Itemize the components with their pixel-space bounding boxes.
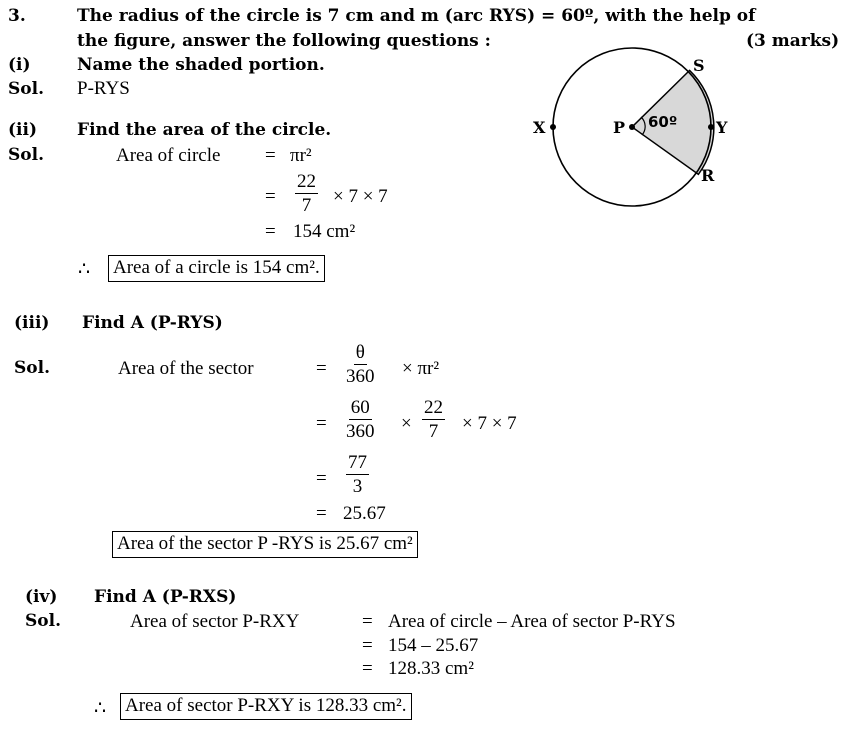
part-iii-eq-4: = — [316, 503, 327, 524]
sixty-numerator: 60 — [350, 397, 370, 418]
part-i-label: (i) — [8, 55, 31, 75]
twentytwo-numerator: 22 — [424, 397, 443, 418]
theta-fraction — [346, 343, 375, 386]
part-iv-boxed-answer: Area of sector P-RXY is 128.33 cm². — [120, 693, 412, 720]
label-x: X — [533, 118, 546, 137]
part-iii-sol-label: Sol. — [14, 358, 50, 378]
part-iv-sol-label: Sol. — [25, 611, 61, 631]
part-ii-fraction — [295, 172, 318, 215]
theta-denominator: 360 — [346, 366, 375, 387]
theta-numerator: θ — [355, 342, 365, 363]
part-ii-lhs: Area of circle — [116, 145, 221, 166]
question-text-line2: the figure, answer the following questions : — [77, 31, 491, 51]
part-iv-lhs: Area of sector P-RXY — [130, 611, 300, 632]
therefore-symbol-iv: ∴ — [94, 698, 107, 719]
part-iv-question: Find A (P-RXS) — [94, 587, 237, 607]
part-iii-times: × — [401, 413, 412, 434]
point-p — [629, 124, 635, 130]
part-iii-lhs: Area of the sector — [118, 358, 254, 379]
part-iv-eq-1: = — [362, 611, 373, 632]
part-i-question: Name the shaded portion. — [77, 55, 325, 75]
three-denominator: 3 — [352, 476, 363, 497]
part-iii-result: 25.67 — [343, 503, 386, 524]
seven-denominator: 7 — [428, 421, 439, 442]
point-y — [708, 124, 714, 130]
seventyseven-fraction — [346, 453, 369, 496]
part-iii-boxed-answer: Area of the sector P -RYS is 25.67 cm² — [112, 531, 418, 558]
angle-label: 60º — [648, 113, 678, 131]
part-ii-eq-2: = — [265, 186, 276, 207]
circle-figure — [520, 40, 750, 220]
part-ii-label: (ii) — [8, 120, 38, 140]
point-x — [550, 124, 556, 130]
fraction-denominator: 7 — [301, 195, 312, 216]
label-s: S — [693, 56, 705, 75]
part-ii-eq-3: = — [265, 221, 276, 242]
sixty-fraction — [346, 398, 375, 441]
part-iv-eq-2: = — [362, 635, 373, 656]
part-iii-question: Find A (P-RYS) — [82, 313, 223, 333]
part-iii-times-7-7: × 7 × 7 — [462, 413, 517, 434]
part-iii-times-pi-r-squared: × πr² — [402, 358, 440, 379]
part-iv-label: (iv) — [25, 587, 58, 607]
part-ii-result: 154 cm² — [293, 221, 356, 242]
part-i-answer: P-RYS — [77, 78, 130, 99]
twentytwo-fraction — [422, 398, 445, 441]
part-iii-eq-1: = — [316, 358, 327, 379]
seventyseven-numerator: 77 — [348, 452, 367, 473]
part-ii-eq-1: = — [265, 145, 276, 166]
label-p: P — [613, 118, 626, 137]
part-iv-rhs-3: 128.33 cm² — [388, 658, 474, 679]
question-text-line1: The radius of the circle is 7 cm and m (arc RYS) = 60º, with the help of — [77, 6, 756, 26]
part-i-sol-label: Sol. — [8, 79, 44, 99]
part-iii-eq-2: = — [316, 413, 327, 434]
part-ii-boxed-answer: Area of a circle is 154 cm². — [108, 255, 325, 282]
part-ii-question: Find the area of the circle. — [77, 120, 332, 140]
part-iii-label: (iii) — [14, 313, 50, 333]
sixty-denominator: 360 — [346, 421, 375, 442]
label-r: R — [701, 166, 715, 185]
fraction-numerator: 22 — [297, 171, 316, 192]
part-iv-rhs-1: Area of circle – Area of sector P-RYS — [388, 611, 676, 632]
label-y: Y — [716, 118, 728, 137]
part-ii-pi-r-squared: πr² — [290, 145, 312, 166]
part-iv-rhs-2: 154 – 25.67 — [388, 635, 479, 656]
part-ii-sol-label: Sol. — [8, 145, 44, 165]
therefore-symbol-ii: ∴ — [78, 259, 91, 280]
question-number: 3. — [8, 6, 26, 26]
part-iii-eq-3: = — [316, 468, 327, 489]
marks-label: (3 marks) — [746, 31, 840, 51]
part-ii-times-7-7: × 7 × 7 — [333, 186, 388, 207]
part-iv-eq-3: = — [362, 658, 373, 679]
